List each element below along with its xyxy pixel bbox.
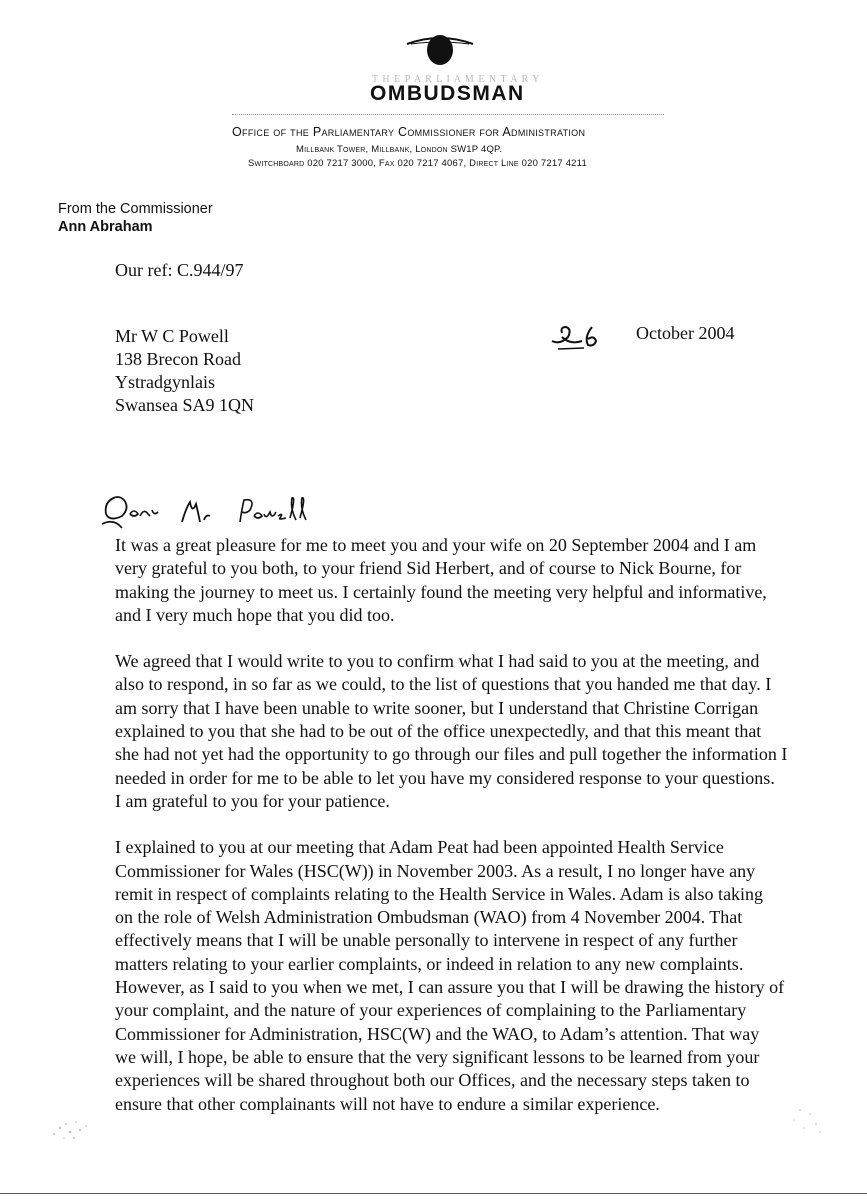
ombudsman-eye-logo bbox=[405, 30, 475, 70]
paragraph-line: Commissioner for Wales (HSC(W)) in November 2003. As a result, I no longer have any bbox=[115, 860, 756, 881]
paragraph-line: Commissioner for Administration, HSC(W) and the WAO, to Adam’s attention. That way bbox=[115, 1023, 760, 1044]
paragraph-line: needed in order for me to be able to let you have my considered response to your questions. bbox=[115, 767, 775, 788]
recipient-line: Ystradgynlais bbox=[115, 372, 215, 392]
sender-label: From the Commissioner bbox=[58, 201, 213, 217]
paragraph-line: ensure that other complainants will not have to endure a similar experience. bbox=[115, 1093, 660, 1114]
our-reference: Our ref: C.944/97 bbox=[115, 260, 244, 280]
handwritten-salutation bbox=[100, 488, 330, 534]
paragraph-line: I explained to you at our meeting that Adam Peat had been appointed Health Service bbox=[115, 837, 724, 858]
paragraph-line: However, as I said to you when we met, I can assure you that I will be drawing the history of bbox=[115, 977, 785, 998]
paragraph bbox=[115, 534, 765, 627]
letterhead-office: Office of the Parliamentary Commissioner for Administration bbox=[232, 125, 586, 139]
scan-bottom-edge bbox=[0, 1193, 867, 1194]
paragraph-line: am sorry that I have been unable to write sooner, but I understand that Christine Corrigan bbox=[115, 697, 759, 718]
paragraph bbox=[115, 836, 785, 1116]
sender-name: Ann Abraham bbox=[58, 219, 153, 235]
paragraph-line: matters relating to your earlier complaints, or indeed in relation to any new complaints. bbox=[115, 953, 744, 974]
letterhead-faint-text: T H E P A R L I A M E N T A R Y bbox=[372, 74, 541, 85]
paragraph-line: effectively means that I will be unable personally to intervene in respect of any further bbox=[115, 930, 738, 951]
scan-smudge bbox=[40, 1108, 100, 1148]
recipient-address bbox=[115, 325, 254, 417]
recipient-line: Mr W C Powell bbox=[115, 326, 229, 346]
paragraph-line: she had not yet had the opportunity to go through our files and pull together the information I bbox=[115, 744, 788, 765]
paragraph-line: remit in respect of complaints relating to the Health Service in Wales. Adam is also taking bbox=[115, 883, 764, 904]
recipient-line: 138 Brecon Road bbox=[115, 349, 241, 369]
paragraph-line: also to respond, in so far as we could, to the list of questions that you handed me that day. I bbox=[115, 674, 772, 695]
paragraph-line: explained to you that she had to be out of the office unexpectedly, and that this meant that bbox=[115, 721, 762, 742]
paragraph-line: on the role of Welsh Administration Ombudsman (WAO) from 4 November 2004. That bbox=[115, 907, 743, 928]
paragraph bbox=[115, 650, 788, 813]
paragraph-line: your complaint, and the nature of your experiences of complaining to the Parliamentary bbox=[115, 1000, 747, 1021]
paragraph-line: I am grateful to you for your patience. bbox=[115, 790, 390, 811]
handwritten-date-day bbox=[548, 315, 628, 351]
paragraph-line: we will, I hope, be able to ensure that the very significant lessons to be learned from your bbox=[115, 1046, 760, 1067]
paragraph-line: making the journey to meet us. I certainly found the meeting very helpful and informative, bbox=[115, 581, 767, 602]
paragraph-line: and I very much hope that you did too. bbox=[115, 604, 395, 625]
letterhead-brand: OMBUDSMAN bbox=[370, 82, 525, 105]
scan-smudge bbox=[780, 1100, 830, 1140]
letterhead-divider bbox=[232, 114, 664, 115]
letterhead-contact-numbers: Switchboard 020 7217 3000, Fax 020 7217 4067, Direct Line 020 7217 4211 bbox=[248, 158, 587, 169]
paragraph-line: very grateful to you both, to your friend Sid Herbert, and of course to Nick Bourne, for bbox=[115, 558, 742, 579]
recipient-line: Swansea SA9 1QN bbox=[115, 395, 254, 415]
paragraph-line: We agreed that I would write to you to confirm what I had said to you at the meeting, and bbox=[115, 651, 760, 672]
letter-body bbox=[115, 534, 788, 1139]
letterhead-address: Millbank Tower, Millbank, London SW1P 4QP. bbox=[296, 144, 503, 155]
letter-date: October 2004 bbox=[636, 323, 735, 343]
paragraph-line: experiences will be shared throughout both our Offices, and the necessary steps taken to bbox=[115, 1070, 750, 1091]
paragraph-line: It was a great pleasure for me to meet you and your wife on 20 September 2004 and I am bbox=[115, 535, 757, 555]
